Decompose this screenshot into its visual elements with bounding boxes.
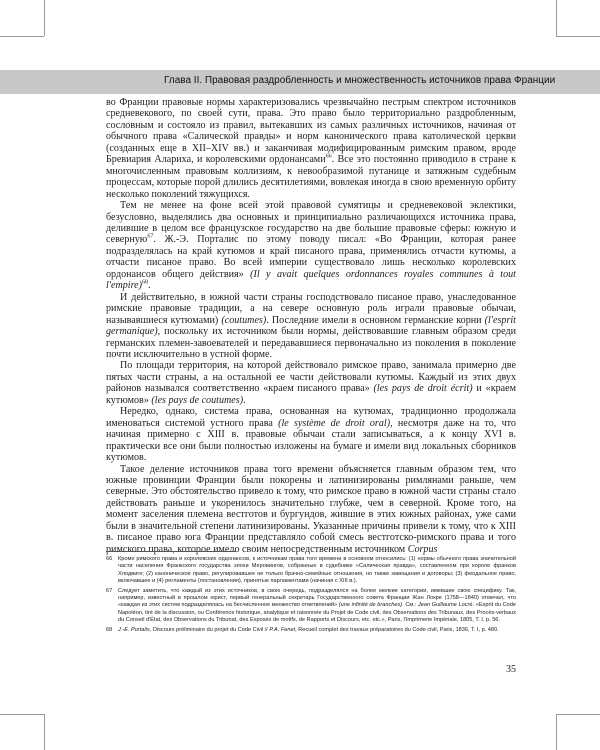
text-run: (le système de droit oral) [278, 417, 391, 429]
body-text [106, 97, 516, 555]
body-paragraph [106, 464, 516, 556]
body-paragraph [106, 292, 516, 361]
body-paragraph [106, 97, 516, 200]
text-run: . См.: [402, 602, 418, 609]
text-run: (Il y avait quelques ordonnances royales communes à tout l'empire) [106, 268, 516, 292]
footnote [106, 556, 516, 586]
text-run: . [243, 394, 246, 406]
body-paragraph [106, 200, 516, 292]
crop-mark [44, 714, 45, 750]
text-run: Такое деление источников права того времени объясняется главным образом тем, что южные провинции Франции были покорены и латинизированы римлянами раньше, чем северные. Это обстоятельство привело к тому, что римское право в южной части страны стало действовать раньше и укоренилось значительно глубже, чем в северной. Кроме того, на момент заселения племена вестготов и бургундов, жившие в этих южных районах, уже сами были в значительной степени латинизированы. Указанные причины привели к тому, что к XIII в. писаное право юга Франции представляло собой смесь вестготско-римского права и того римского права, которое имело своим непосредственным источником [106, 463, 516, 555]
text-run: (l'esprit germanique) [106, 314, 516, 338]
text-run: (une infinité de branches) [338, 602, 403, 609]
crop-mark [0, 714, 44, 715]
text-run: J.-E. Portalis [118, 626, 150, 633]
text-run: . Последние имели в основном германские корни [266, 314, 485, 326]
chapter-title: Глава II. Правовая раздробленность и множественность источников права Франции [164, 75, 556, 86]
text-run: и «краем кутюмов» [106, 383, 516, 406]
text-run: Кроме римского права и королевских ордонансов, к источникам права того времени в основном относились: (1) нормы обычного права значительной части населения Франкского государства эпохи Меровингов, собранные в судебнике «Салическая правда», составленном при короле франков Хлодвиге; (2) каноническое право, регулировавшее не только брачно-семейные отношения, но также завещания и договоры; (3) феодальное право, включавшее и (4) регламенты (постановления), принятые парламентами (начиная с XIII в.). [118, 556, 516, 585]
text-run: (les pays de droit écrit) [373, 383, 473, 395]
text-run: И действительно, в южной части страны господствовало писаное право, унаследованное римские правовые традиции, а на севере основную роль играли правовые обычаи, называвшиеся кутюмами) [106, 291, 516, 326]
text-run: Следует заметить, что каждый из этих источников, в свою очередь, подразделялся на более мелкие категории, имевшие свою специфику. Так, например, известный в прошлом юрист, первый генеральный секретарь Государственного совета Франции Жан Локре (1758—1840) отмечал, что «каждая из этих систем подразделялась на бесчисленное множество ответвлений» [118, 587, 516, 609]
text-run: P.A. Fenet [269, 626, 296, 633]
text-run: Corpus [407, 543, 438, 555]
footnote-ref: 67 [147, 234, 154, 241]
text-run: , поскольку их источником были нормы, действовавшие главным образом среди германских племен-завоевателей и передававшиеся первоначально из поколения в поколение почти исключительно в устной форме. [106, 326, 516, 360]
footnote [106, 588, 516, 625]
crop-mark [556, 0, 557, 36]
text-run: Нередко, однако, система права, основанная на кутюмах, традиционно продолжала именоваться системой устного права [106, 406, 516, 429]
footnote-divider [106, 551, 236, 552]
text-run: (les pays de coutumes) [151, 394, 244, 406]
crop-mark [556, 36, 600, 37]
crop-mark [0, 36, 44, 37]
text-run: По площади территория, на которой действовало римское право, занимала примерно две пятых части страны, а на остальной ее части действовали кутюмы. Каждый из этих двух районов назывался соответственно «краем писаного права» [106, 360, 516, 395]
text-run: Тем не менее на фоне всей этой правовой сумятицы и средневековой эклектики, безусловно, выделялись два основных и принципиально различающихся источника права, делившие в целом все французское государство на две большие правовые сферы: южную и северную [106, 200, 516, 246]
crop-mark [556, 714, 600, 715]
page-number: 35 [506, 664, 516, 675]
footnote-number: 67 [106, 587, 113, 594]
footnote [106, 627, 516, 634]
text-run: . Ж.-Э. Порталис по этому поводу писал: «Во Франции, которая ранее подразделялась на край кутюмов и край писаного права, применялись отчасти кутюмы, а отчасти писаное право. Во всей империи существовало лишь несколько королевских ордонансов общего действия» [106, 234, 516, 280]
footnote-number: 68 [106, 626, 113, 633]
text-run: во Франции правовые нормы характеризовались чрезвычайно пестрым спектром источников средневекового, по своей сути, права. Это право было территориально раздробленным, сословным и состояло из правил, вытекавших из самых различных источников, начиная от обычного права «Салической правды» и норм канонического права католической церкви (созданных еще в XII–XIV вв.) и заканчивая модифицированным римским правом, вроде Бревиария Алариха, и королевскими ордонансами [106, 97, 516, 166]
crop-mark [556, 714, 557, 750]
text-run: Jean Guillaume Locré [417, 602, 473, 609]
text-run: , несмотря даже на то, что начиная примерно с XIII в. правовые обычаи стали записываться, а к концу XVI в. практически все они были полностью изложены на бумаге и имели вид локальных сборников кутюмов. [106, 417, 516, 464]
text-run: . Все это постоянно приводило в стране к многочисленным правовым коллизиям, к невообразимой путанице и затяжным судебным процессам, которые порой длились десятилетиями, вовлекая иногда в свою временную орбиту несколько поколений тяжущихся. [106, 154, 516, 200]
text-run: (coutumes) [221, 314, 267, 326]
crop-mark [44, 0, 45, 36]
footnote-number: 66 [106, 556, 113, 562]
text-run: . «Esprit du Code Napoléon, tiré de la discussion, ou Conférence historique, analytique et raisonnée du Projet de Code civil, des Observations des Tribunaux, des Procès-verbaux du Conseil d'État, des Observations du Tribunat, des Exposés de motifs, de Rapports et Discours, etc. etc.», Paris, l'Imprimerie Impériale, 1805, T. I, p. 56. [118, 602, 516, 624]
footnote-ref: 68 [141, 279, 148, 286]
footnote-ref: 66 [325, 153, 332, 160]
text-run: . [147, 280, 151, 292]
text-run: , Discours préliminaire du projet du Code Civil // [149, 626, 270, 633]
body-paragraph [106, 360, 516, 406]
text-run: , Recueil complet des travaux préparatoires du Code civil, Paris, 1836, T. I, p. 480. [295, 626, 499, 633]
footnotes [106, 556, 516, 636]
body-paragraph [106, 406, 516, 463]
